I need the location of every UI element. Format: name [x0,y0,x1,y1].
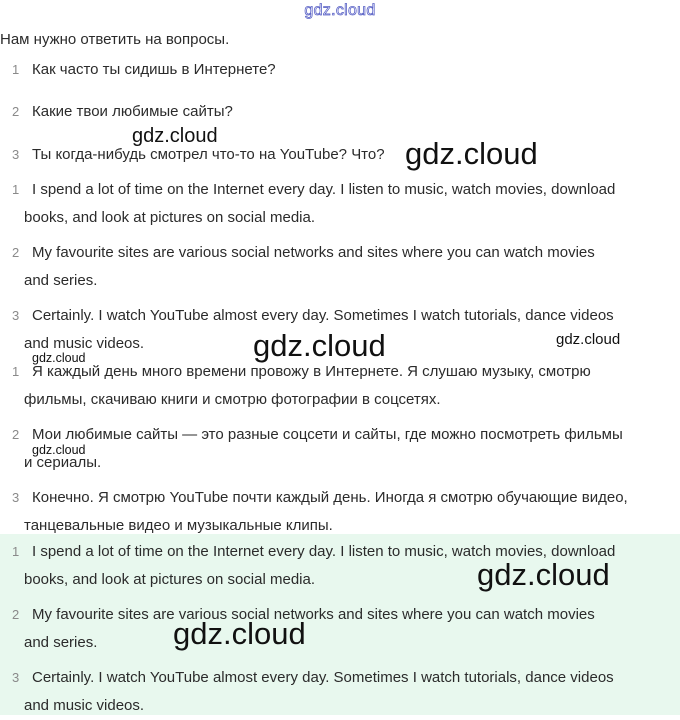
item-number: 1 [12,62,20,77]
question-text: Какие твои любимые сайты? [32,103,233,120]
answer-line-1: Certainly. I watch YouTube almost every day. Sometimes I watch tutorials, dance videos [32,307,614,324]
watermark: gdz.cloud [173,616,306,651]
item-number: 3 [12,670,20,685]
answer-line-2: books, and look at pictures on social media. [24,571,315,588]
site-header-logo[interactable]: gdz.cloud [304,2,376,19]
item-number: 3 [12,490,20,505]
answer-line-2: танцевальные видео и музыкальные клипы. [24,517,333,534]
answer-en-item [0,664,680,720]
answer-line-2: books, and look at pictures on social media. [24,209,315,226]
answer-ru-item [0,421,680,477]
answer-line-2: and music videos. [24,697,145,714]
watermark: gdz.cloud [132,125,218,147]
answer-line-1: I spend a lot of time on the Internet every day. I listen to music, watch movies, download [32,181,616,198]
answer-line-1: Мои любимые сайты — это разные соцсети и сайты, где можно посмотреть фильмы [32,426,623,443]
answer-ru-item [0,358,680,414]
question-item [0,98,680,126]
answer-en-item [0,601,680,657]
item-number: 2 [12,245,20,260]
answer-line-2: and series. [24,634,98,651]
item-number: 2 [12,607,20,622]
watermark: gdz.cloud [32,351,86,365]
answer-en-item [0,239,680,295]
answer-line-1: My favourite sites are various social networks and sites where you can watch movies [32,606,595,623]
question-item [0,56,680,84]
question-text: Как часто ты сидишь в Интернете? [32,61,276,78]
answer-line-1: Certainly. I watch YouTube almost every day. Sometimes I watch tutorials, dance videos [32,669,614,686]
watermark: gdz.cloud [405,136,538,171]
question-item [0,141,680,169]
item-number: 1 [12,364,20,379]
answer-line-1: Конечно. Я смотрю YouTube почти каждый день. Иногда я смотрю обучающие видео, [32,489,628,506]
watermark: gdz.cloud [477,557,610,592]
answer-en-item [0,538,680,594]
item-number: 3 [12,308,20,323]
item-number: 2 [12,427,20,442]
answer-line-1: I spend a lot of time on the Internet every day. I listen to music, watch movies, download [32,543,616,560]
watermark: gdz.cloud [253,328,386,363]
item-number: 2 [12,104,20,119]
question-text: Ты когда-нибудь смотрел что-то на YouTube? Что? [32,146,385,163]
answer-line-1: My favourite sites are various social networks and sites where you can watch movies [32,244,595,261]
highlighted-answer-block [0,534,680,715]
answer-line-2: фильмы, скачиваю книги и смотрю фотографии в соцсетях. [24,391,441,408]
answer-line-2: and music videos. [24,335,145,352]
answer-line-1: Я каждый день много времени провожу в Интернете. Я слушаю музыку, смотрю [32,363,591,380]
watermark: gdz.cloud [32,443,86,457]
answer-line-2: and series. [24,272,98,289]
item-number: 1 [12,182,20,197]
item-number: 3 [12,147,20,162]
answer-en-item [0,176,680,232]
answer-line-2: и сериалы. [24,454,102,471]
answer-en-item [0,302,680,358]
item-number: 1 [12,544,20,559]
intro-text: Нам нужно ответить на вопросы. [0,31,230,48]
answer-ru-item [0,484,680,540]
watermark: gdz.cloud [556,331,621,348]
